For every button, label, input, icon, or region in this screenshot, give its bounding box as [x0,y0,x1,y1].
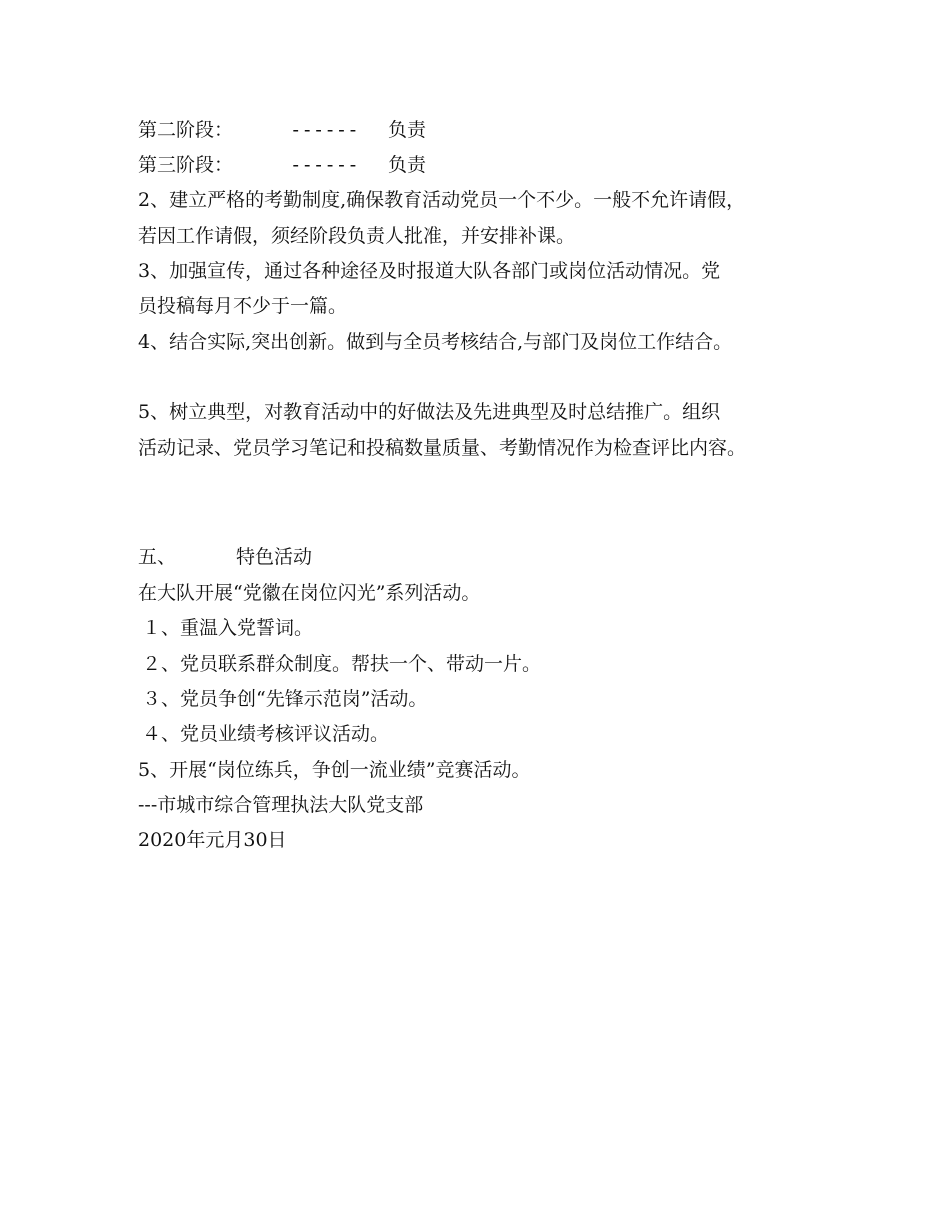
paragraph-line: 5、树立典型，对教育活动中的好做法及先进典型及时总结推广。组织 [138,401,721,423]
stage-role: 负责 [388,154,427,176]
section-number: 五、 [138,546,177,568]
stage-role: 负责 [388,119,427,141]
section-title: 特色活动 [236,546,313,568]
signature: ---市城市综合管理执法大队党支部 [138,794,424,816]
stage-line-2 [138,118,426,142]
stage-line-3 [138,153,426,177]
activity-item: ３、党员争创“先锋示范岗”活动。 [142,688,428,710]
document-date: 2020年元月30日 [138,829,287,851]
paragraph-line: 员投稿每月不少于一篇。 [138,295,348,317]
section-intro: 在大队开展“党徽在岗位闪光”系列活动。 [138,582,481,604]
section-heading [138,545,312,569]
activity-item: １、重温入党誓词。 [142,617,314,639]
paragraph-line: 活动记录、党员学习笔记和投稿数量质量、考勤情况作为检查评比内容。 [138,437,747,459]
activity-item: ２、党员联系群众制度。帮扶一个、带动一片。 [142,653,542,675]
activity-item: 5、开展“岗位练兵，争创一流业绩”竞赛活动。 [138,759,531,781]
stage-label: 第二阶段： [138,119,234,141]
paragraph-line: 4、结合实际,突出创新。做到与全员考核结合,与部门及岗位工作结合。 [138,331,733,353]
activity-item: ４、党员业绩考核评议活动。 [142,723,390,745]
stage-label: 第三阶段： [138,154,234,176]
paragraph-line: 2、建立严格的考勤制度,确保教育活动党员一个不少。一般不允许请假， [138,189,746,211]
stage-dash: ------ [290,119,359,141]
stage-dash: ------ [290,154,359,176]
paragraph-line: 若因工作请假，须经阶段负责人批准，并安排补课。 [138,225,576,247]
paragraph-line: 3、加强宣传，通过各种途径及时报道大队各部门或岗位活动情况。党 [138,260,721,282]
